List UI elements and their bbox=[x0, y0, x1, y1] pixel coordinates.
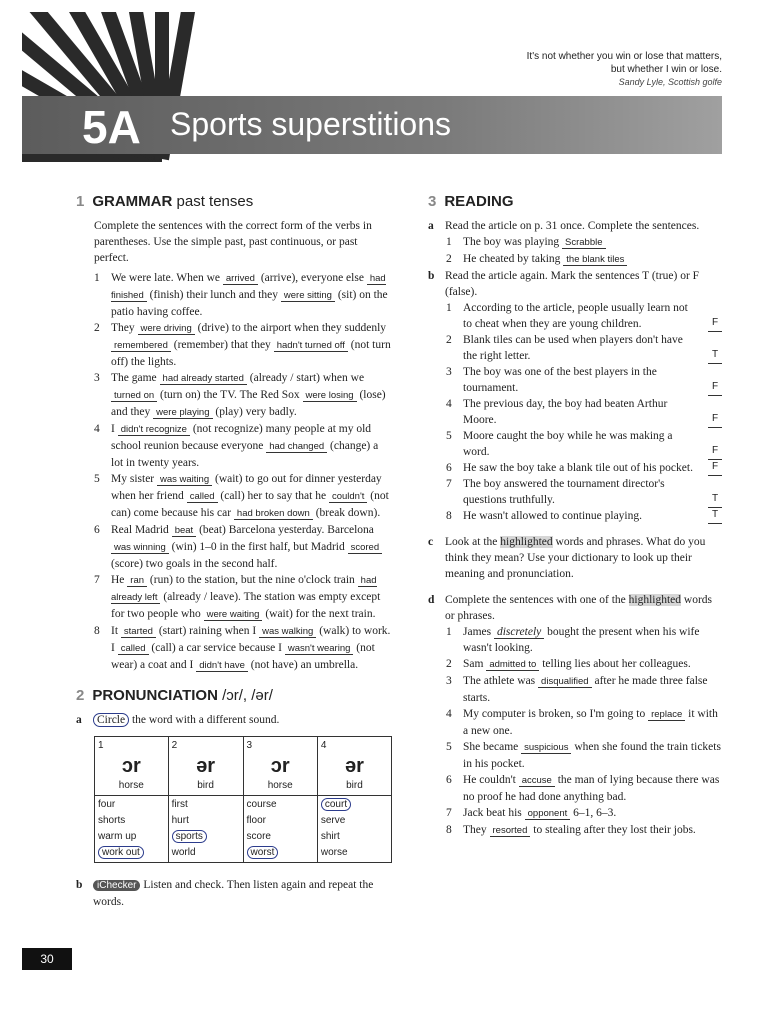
item-number: 2 bbox=[94, 322, 100, 334]
word-cell bbox=[95, 796, 169, 863]
answer: discretely bbox=[494, 626, 544, 639]
word-text: serve bbox=[320, 815, 346, 826]
word[interactable] bbox=[172, 797, 240, 813]
item-text bbox=[463, 822, 696, 839]
sound-cell bbox=[243, 737, 317, 796]
text: bought the present when his wife wasn't looking. bbox=[463, 626, 700, 654]
item-number: 2 bbox=[446, 253, 452, 265]
word[interactable] bbox=[98, 813, 165, 829]
answer: beat bbox=[172, 525, 197, 537]
word[interactable] bbox=[321, 797, 388, 813]
word[interactable] bbox=[247, 829, 314, 845]
item-number: 1 bbox=[446, 236, 452, 248]
item-text bbox=[463, 739, 722, 772]
word-text: court bbox=[321, 798, 351, 811]
item-number: 5 bbox=[446, 430, 452, 442]
item-text bbox=[111, 421, 392, 471]
answer: hadn't turned off bbox=[274, 340, 348, 352]
item-number: 7 bbox=[94, 574, 100, 586]
word[interactable] bbox=[321, 845, 388, 861]
answer: called bbox=[187, 491, 218, 503]
text: He bbox=[111, 574, 128, 586]
text: (already / leave). The station was empty except for two people who bbox=[111, 591, 381, 620]
word[interactable] bbox=[247, 797, 314, 813]
sound-cell bbox=[168, 737, 243, 796]
item-number: 1 bbox=[446, 302, 452, 314]
word[interactable] bbox=[321, 813, 388, 829]
word[interactable] bbox=[98, 845, 165, 861]
sound-cell bbox=[317, 737, 391, 796]
right-column bbox=[428, 194, 722, 839]
item-text: Blank tiles can be used when players don't have the right letter. bbox=[463, 334, 683, 362]
word-text: course bbox=[246, 799, 277, 810]
reading-b-item bbox=[446, 508, 722, 524]
sound-number: 3 bbox=[246, 740, 253, 751]
text: (wait) to go out for dinner yesterday when her friend bbox=[111, 473, 382, 502]
reading-a-item bbox=[446, 234, 722, 251]
item-number: 4 bbox=[94, 423, 100, 435]
text: (already / start) when we bbox=[246, 372, 365, 384]
word-text: four bbox=[98, 799, 116, 810]
unit-number: 5A bbox=[82, 101, 141, 153]
item-text bbox=[111, 270, 392, 320]
item-number: 8 bbox=[94, 625, 100, 637]
sound-caption: bird bbox=[197, 780, 214, 791]
answer: had already left bbox=[111, 575, 377, 603]
word-text: hurt bbox=[171, 815, 189, 826]
item-number: 7 bbox=[446, 478, 452, 490]
item-text bbox=[463, 673, 722, 706]
reading-d-item bbox=[446, 706, 722, 739]
answer: turned on bbox=[111, 390, 157, 402]
item-text: According to the article, people usually learn not to cheat when they are young children. bbox=[463, 302, 688, 330]
text: (drive) to the airport when they suddenly bbox=[194, 322, 387, 334]
sound-number: 1 bbox=[98, 740, 104, 751]
quote: It's not whether you win or lose that matters, but whether I win or lose. Sandy Lyle, Scottish golfe bbox=[526, 51, 722, 87]
answer: called bbox=[118, 643, 149, 655]
grammar-item bbox=[94, 370, 392, 421]
text: it with a new one. bbox=[463, 708, 718, 737]
sound-number: 4 bbox=[320, 740, 327, 751]
item-text bbox=[111, 471, 392, 522]
text: (score) two goals in the second half. bbox=[111, 558, 278, 570]
text: the man of lying because there was no proof he had done anything bad. bbox=[463, 774, 720, 803]
answer: didn't have bbox=[196, 660, 248, 672]
text: (beat) Barcelona yesterday. Barcelona bbox=[196, 524, 374, 536]
answer: were playing bbox=[153, 407, 212, 419]
grammar-heading: 1 GRAMMAR past tenses bbox=[76, 193, 254, 210]
item-number: 1 bbox=[446, 626, 452, 638]
text: (win) 1–0 in the first half, but Madrid bbox=[168, 541, 348, 553]
left-column bbox=[76, 194, 392, 910]
reading-d-item bbox=[446, 822, 722, 839]
text: (play) very badly. bbox=[212, 406, 297, 418]
text: (not recognize) many people at my old school reunion because everyone bbox=[111, 423, 372, 452]
sound-caption: bird bbox=[346, 780, 363, 791]
reading-d-item bbox=[446, 673, 722, 706]
reading-a: a Read the article on p. 31 once. Complete the sentences. bbox=[428, 220, 700, 232]
text: The boy was playing bbox=[463, 236, 563, 248]
answer: had finished bbox=[111, 273, 386, 301]
answer: ran bbox=[127, 575, 147, 587]
item-number: 3 bbox=[446, 675, 452, 687]
text: Real Madrid bbox=[111, 524, 172, 536]
reading-heading: 3 READING bbox=[428, 193, 514, 210]
answer: the blank tiles bbox=[563, 254, 627, 266]
word-cell bbox=[243, 796, 317, 863]
ichecker-badge[interactable]: iChecker bbox=[93, 880, 140, 891]
answer: didn't recognize bbox=[118, 424, 190, 436]
word[interactable] bbox=[247, 845, 314, 861]
item-text bbox=[463, 706, 722, 739]
answer: was walking bbox=[259, 626, 316, 638]
pron-a: a Circle the word with a different sound. bbox=[76, 714, 280, 726]
text: The game bbox=[111, 372, 160, 384]
word-text: warm up bbox=[98, 831, 137, 842]
text: (not can) come because his car bbox=[111, 490, 389, 519]
reading-d-item bbox=[446, 772, 722, 805]
word[interactable] bbox=[172, 845, 240, 861]
item-number: 5 bbox=[94, 473, 100, 485]
grammar-item bbox=[94, 471, 392, 522]
item-number: 8 bbox=[446, 510, 452, 522]
tf-answer: F bbox=[708, 315, 722, 332]
item-number: 3 bbox=[446, 366, 452, 378]
pronunciation-table bbox=[94, 736, 392, 863]
text: (call) her to say that he bbox=[217, 490, 329, 502]
reading-b-item bbox=[446, 364, 722, 396]
item-number: 1 bbox=[94, 272, 100, 284]
text: to stealing after they lost their jobs. bbox=[530, 824, 696, 836]
grammar-items bbox=[76, 270, 392, 674]
item-number: 7 bbox=[446, 807, 452, 819]
reading-b: b Read the article again. Mark the sentences T (true) or F (false). bbox=[428, 270, 700, 298]
word-text: worse bbox=[320, 847, 348, 858]
text: (finish) their lunch and they bbox=[146, 289, 281, 301]
text: They bbox=[463, 824, 490, 836]
answer: had already started bbox=[160, 373, 247, 385]
item-text bbox=[111, 370, 392, 421]
reading-d: d Complete the sentences with one of the highlighted words or phrases. bbox=[428, 594, 713, 622]
grammar-item bbox=[94, 623, 392, 674]
reading-d-item bbox=[446, 739, 722, 772]
item-text bbox=[463, 234, 606, 251]
text: (break down). bbox=[312, 507, 381, 519]
pron-b: b iChecker Listen and check. Then listen again and repeat the words. bbox=[76, 879, 374, 908]
text: 6–1, 6–3. bbox=[570, 807, 617, 819]
word-cell bbox=[317, 796, 391, 863]
item-text bbox=[463, 805, 616, 822]
word-text: first bbox=[171, 799, 188, 810]
word[interactable] bbox=[172, 829, 240, 845]
reading-b-item bbox=[446, 332, 722, 364]
pronunciation-heading: 2 PRONUNCIATION /ɔr/, /ər/ bbox=[76, 687, 273, 704]
answer: resorted bbox=[490, 825, 531, 837]
answer: were losing bbox=[303, 390, 357, 402]
answer: scored bbox=[348, 542, 383, 554]
item-text: He saw the boy take a blank tile out of his pocket. bbox=[463, 462, 693, 474]
word[interactable] bbox=[98, 829, 165, 845]
answer: started bbox=[121, 626, 156, 638]
text: (turn on) the TV. The Red Sox bbox=[157, 389, 303, 401]
word-text: work out bbox=[98, 846, 144, 859]
text: (sit) on the patio having coffee. bbox=[111, 289, 388, 318]
item-text bbox=[463, 772, 722, 805]
item-text bbox=[111, 623, 392, 674]
sound-cell bbox=[95, 737, 169, 796]
answer: accuse bbox=[519, 775, 555, 787]
tf-answer: T bbox=[708, 347, 722, 364]
item-number: 4 bbox=[446, 708, 452, 720]
answer: was winning bbox=[111, 542, 169, 554]
word[interactable] bbox=[172, 813, 240, 829]
tf-answer: T bbox=[708, 491, 722, 508]
tf-answer: F bbox=[708, 443, 722, 460]
text: (call) a car service because I bbox=[148, 642, 285, 654]
answer: had changed bbox=[266, 441, 327, 453]
grammar-item bbox=[94, 522, 392, 572]
text: when she found the train tickets in his pocket. bbox=[463, 741, 721, 770]
text: after he made three false starts. bbox=[463, 675, 708, 704]
answer: remembered bbox=[111, 340, 171, 352]
word-text: world bbox=[171, 847, 196, 858]
text: (not wear) a coat and I bbox=[111, 642, 375, 671]
answer: opponent bbox=[525, 808, 571, 820]
text: (wait) for the next train. bbox=[262, 608, 376, 620]
sound-caption: horse bbox=[267, 780, 293, 791]
reading-b-item bbox=[446, 428, 722, 460]
text: She became bbox=[463, 741, 522, 753]
text: They bbox=[111, 322, 138, 334]
answer: Scrabble bbox=[562, 237, 606, 249]
text: (not turn off) the lights. bbox=[111, 339, 391, 368]
reading-a-item bbox=[446, 251, 722, 268]
word-text: floor bbox=[246, 815, 266, 826]
word[interactable] bbox=[247, 813, 314, 829]
text: My computer is broken, so I'm going to bbox=[463, 708, 649, 720]
grammar-item bbox=[94, 320, 392, 370]
text: (remember) that they bbox=[170, 339, 274, 351]
item-text bbox=[463, 624, 722, 656]
item-number: 2 bbox=[446, 334, 452, 346]
item-text: The boy answered the tournament director's questions truthfully. bbox=[463, 478, 665, 506]
reading-b-item bbox=[446, 476, 722, 508]
tf-answer: F bbox=[708, 459, 722, 476]
reading-b-item bbox=[446, 300, 722, 332]
answer: replace bbox=[648, 709, 685, 721]
text: (change) a lot in twenty years. bbox=[111, 440, 379, 469]
reading-d-item bbox=[446, 624, 722, 656]
answer: couldn't bbox=[329, 491, 367, 503]
text: (arrive), everyone else bbox=[257, 272, 367, 284]
answer: were driving bbox=[138, 323, 195, 335]
answer: disqualified bbox=[538, 676, 592, 688]
word-text: score bbox=[246, 831, 271, 842]
item-number: 3 bbox=[94, 372, 100, 384]
unit-title: Sports superstitions bbox=[170, 106, 452, 142]
answer: were sitting bbox=[281, 290, 335, 302]
text: (walk) to work. I bbox=[111, 625, 391, 654]
item-text bbox=[463, 251, 627, 268]
item-number: 8 bbox=[446, 824, 452, 836]
answer: was waiting bbox=[157, 474, 212, 486]
sound-caption: horse bbox=[118, 780, 144, 791]
word-text: worst bbox=[247, 846, 279, 859]
sound-symbol: ər bbox=[196, 755, 216, 777]
word-text: sports bbox=[172, 830, 207, 843]
tf-answer: T bbox=[708, 507, 722, 524]
sound-symbol: ər bbox=[344, 755, 364, 777]
unit-banner bbox=[22, 96, 722, 154]
item-text bbox=[111, 572, 392, 623]
sound-symbol: ɔr bbox=[270, 755, 290, 777]
text: James bbox=[463, 626, 494, 638]
text: (start) raining when I bbox=[155, 625, 260, 637]
item-text bbox=[111, 320, 392, 370]
text: Jack beat his bbox=[463, 807, 525, 819]
grammar-instructions: Complete the sentences with the correct form of the verbs in parentheses. Use the simple past, past continuous, or past perfect. bbox=[94, 220, 372, 264]
page-number: 30 bbox=[22, 948, 72, 970]
item-number: 4 bbox=[446, 398, 452, 410]
item-number: 5 bbox=[446, 741, 452, 753]
item-number: 2 bbox=[446, 658, 452, 670]
answer: admitted to bbox=[486, 659, 539, 671]
answer: were waiting bbox=[204, 609, 263, 621]
grammar-item bbox=[94, 270, 392, 320]
text: (not have) an umbrella. bbox=[247, 659, 359, 671]
answer: arrived bbox=[223, 273, 258, 285]
reading-b-item bbox=[446, 460, 722, 476]
word[interactable] bbox=[98, 797, 165, 813]
item-number: 6 bbox=[94, 524, 100, 536]
text: It bbox=[111, 625, 121, 637]
reading-d-item bbox=[446, 656, 722, 673]
sound-number: 2 bbox=[171, 740, 178, 751]
word[interactable] bbox=[321, 829, 388, 845]
item-text bbox=[463, 656, 691, 673]
tf-answer: F bbox=[708, 411, 722, 428]
item-text: Moore caught the boy while he was making a word. bbox=[463, 430, 673, 458]
item-text: He wasn't allowed to continue playing. bbox=[463, 510, 643, 522]
grammar-item bbox=[94, 572, 392, 623]
text: telling lies about her colleagues. bbox=[539, 658, 691, 670]
text: (run) to the station, but the nine o'clock train bbox=[147, 574, 358, 586]
reading-d-item bbox=[446, 805, 722, 822]
text: He cheated by taking bbox=[463, 253, 564, 265]
tf-answer: F bbox=[708, 379, 722, 396]
word-text: shorts bbox=[98, 815, 126, 826]
item-text bbox=[111, 522, 392, 572]
answer: had broken down bbox=[234, 508, 313, 520]
text: We were late. When we bbox=[111, 272, 223, 284]
answer: suspicious bbox=[521, 742, 571, 754]
text: He couldn't bbox=[463, 774, 519, 786]
item-text: The previous day, the boy had beaten Arthur Moore. bbox=[463, 398, 668, 426]
item-number: 6 bbox=[446, 462, 452, 474]
answer: wasn't wearing bbox=[285, 643, 354, 655]
sound-symbol: ɔr bbox=[121, 755, 141, 777]
reading-b-item bbox=[446, 396, 722, 428]
item-text: The boy was one of the best players in the tournament. bbox=[463, 366, 657, 394]
text: The athlete was bbox=[463, 675, 539, 687]
reading-c: c Look at the highlighted words and phrases. What do you think they mean? Use your dictionary to look up their meaning and pronunciation. bbox=[428, 536, 706, 580]
text: My sister bbox=[111, 473, 157, 485]
word-text: shirt bbox=[320, 831, 340, 842]
text: Sam bbox=[463, 658, 487, 670]
text: I bbox=[111, 423, 118, 435]
word-cell bbox=[168, 796, 243, 863]
grammar-item bbox=[94, 421, 392, 471]
text: (lose) and they bbox=[111, 389, 386, 418]
item-number: 6 bbox=[446, 774, 452, 786]
